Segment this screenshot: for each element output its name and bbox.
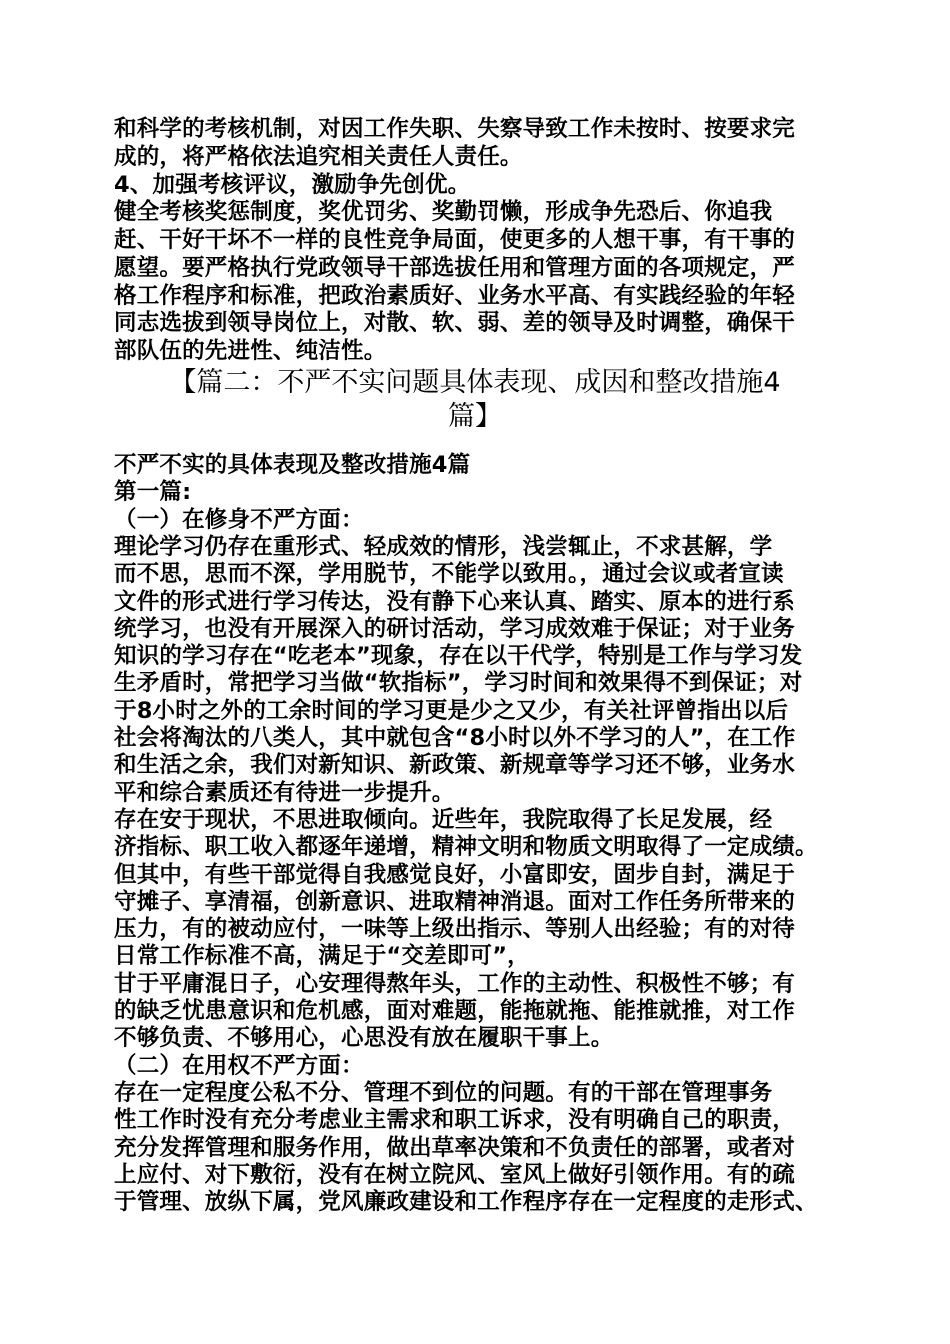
text-line: 存在一定程度公私不分、管理不到位的问题。有的干部在管理事务 <box>114 1079 773 1106</box>
text-line: 和生活之余，我们对新知识、新政策、新规章等学习还不够，业务水 <box>114 752 796 779</box>
text-line: 上应付、对下敷衍，没有在树立院风、室风上做好引领作用。有的疏 <box>114 1161 796 1188</box>
text-line: 而不思，思而不深，学用脱节，不能学以致用。，通过会议或者宣读 <box>114 561 784 588</box>
text-line: 文件的形式进行学习传达，没有静下心来认真、踏实、原本的进行系 <box>114 588 796 615</box>
text-line: 赶、干好干坏不一样的良性竞争局面，使更多的人想干事，有干事的 <box>114 227 796 253</box>
text-line: 甘于平庸混日子，心安理得熬年头，工作的主动性、积极性不够；有 <box>114 970 796 997</box>
text-line: 济指标、职工收入都逐年递增，精神文明和物质文明取得了一定成绩。 <box>114 834 818 861</box>
text-line: 统学习，也没有开展深入的研讨活动，学习成效难于保证；对于业务 <box>114 615 796 642</box>
text-line: （一）在修身不严方面： <box>114 506 364 533</box>
text-line: 于8小时之外的工余时间的学习更是少之又少，有关社评曾指出以后 <box>114 697 789 724</box>
text-line: 4、加强考核评议，激励争先创优。 <box>114 171 471 198</box>
text-line: 第一篇: <box>114 479 192 506</box>
text-line: 愿望。要严格执行党政领导干部选拔任用和管理方面的各项规定，严 <box>114 254 796 281</box>
text-line: 同志选拔到领导岗位上，对散、软、弱、差的领导及时调整，确保干 <box>114 310 796 337</box>
text-line: 不够负责、不够用心，心思没有放在履职干事上。 <box>114 1025 614 1052</box>
section-heading-line-1: 【篇二：不严不实问题具体表现、成因和整改措施4 <box>169 367 781 398</box>
text-line: 健全考核奖惩制度，奖优罚劣、奖勤罚懒，形成争先恐后、你追我 <box>114 199 773 226</box>
text-line: 平和综合素质还有待进一步提升。 <box>114 779 455 806</box>
text-line: 存在安于现状，不思进取倾向。近些年，我院取得了长足发展，经 <box>114 806 773 833</box>
text-line: 守摊子、享清福，创新意识、进取精神消退。面对工作任务所带来的 <box>114 888 796 915</box>
text-line: 成的，将严格依法追究相关责任人责任。 <box>114 143 523 170</box>
text-line: 和科学的考核机制，对因工作失职、失察导致工作未按时、按要求完 <box>114 116 796 142</box>
text-line: 不严不实的具体表现及整改措施4篇 <box>114 452 471 478</box>
text-line: 但其中，有些干部觉得自我感觉良好，小富即安，固步自封，满足于 <box>114 861 796 888</box>
text-line: （二）在用权不严方面： <box>114 1052 364 1079</box>
section-heading-line-2: 篇】 <box>448 401 502 432</box>
text-line: 充分发挥管理和服务作用，做出草率决策和不负责任的部署，或者对 <box>114 1134 796 1161</box>
text-line: 的缺乏忧患意识和危机感，面对难题，能拖就拖、能推就推，对工作 <box>114 998 796 1024</box>
text-line: 生矛盾时，常把学习当做“软指标”，学习时间和效果得不到保证；对 <box>114 670 803 697</box>
text-line: 社会将淘汰的八类人，其中就包含“8小时以外不学习的人”，在工作 <box>114 725 796 751</box>
text-line: 部队伍的先进性、纯洁性。 <box>114 338 387 364</box>
text-line: 日常工作标准不高，满足于“交差即可”， <box>114 943 530 970</box>
text-line: 知识的学习存在“吃老本”现象，存在以干代学，特别是工作与学习发 <box>114 643 803 670</box>
text-line: 于管理、放纵下属，党风廉政建设和工作程序存在一定程度的走形式、 <box>114 1189 818 1216</box>
text-line: 格工作程序和标准，把政治素质好、业务水平高、有实践经验的年轻 <box>114 282 796 309</box>
text-line: 理论学习仍存在重形式、轻成效的情形，浅尝辄止，不求甚解，学 <box>114 533 773 560</box>
text-line: 压力，有的被动应付，一味等上级出指示、等别人出经验；有的对待 <box>114 916 796 943</box>
text-line: 性工作时没有充分考虑业主需求和职工诉求，没有明确自己的职责， <box>114 1107 796 1134</box>
